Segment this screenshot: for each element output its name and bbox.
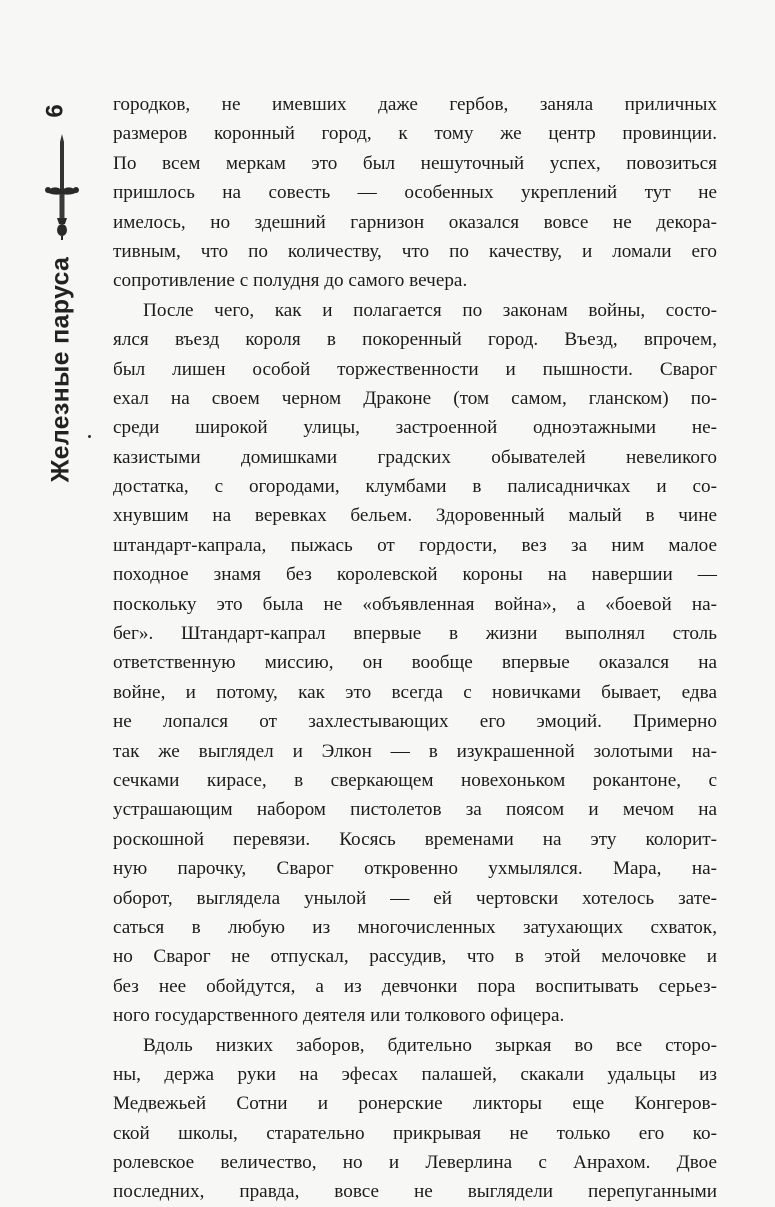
- text-line: ской школы, старательно прикрывая не только его ко-: [113, 1122, 717, 1144]
- body-text: [113, 90, 717, 1207]
- text-line: бег». Штандарт-капрал впервые в жизни выполнял столь: [113, 623, 717, 645]
- text-line: среди широкой улицы, застроенной одноэтажными не-: [113, 417, 717, 439]
- text-line: был лишен особой торжественности и пышности. Сварог: [113, 358, 717, 380]
- paragraph-2: [113, 296, 717, 1031]
- text-line: ную парочку, Сварог откровенно ухмылялся. Мара, на-: [113, 858, 717, 880]
- text-line: пришлось на совесть — особенных укреплений тут не: [113, 182, 717, 204]
- text-line: ролевское величество, но и Леверлина с Анрахом. Двое: [113, 1152, 717, 1174]
- book-title: Железные паруса: [46, 256, 75, 483]
- text-line: не лопался от захлестывающих его эмоций. Примерно: [113, 711, 717, 733]
- text-line: Вдоль низких заборов, бдительно зыркая во все сторо-: [143, 1034, 717, 1056]
- page-number: 6: [41, 104, 69, 118]
- text-line: ного государственного деятеля или толкового офицера.: [113, 1005, 565, 1027]
- text-line: так же выглядел и Элкон — в изукрашенной золотыми на-: [113, 740, 717, 762]
- text-line: Медвежьей Сотни и ронерские ликторы еще Конгеров-: [113, 1093, 717, 1115]
- text-line: ны, держа руки на эфесах палашей, скакали удальцы из: [113, 1063, 717, 1085]
- text-line: размеров коронный город, к тому же центр провинции.: [113, 123, 717, 145]
- margin-dot: [88, 435, 91, 438]
- text-line: сечками кирасе, в сверкающем новехоньком рокантоне, с: [113, 769, 717, 791]
- paragraph-3: [113, 1031, 717, 1207]
- paragraph-1: [113, 90, 717, 296]
- text-line: но Сварог не отпускал, рассудив, что в этой мелочовке и: [113, 946, 717, 968]
- text-line: достатка, с огородами, клумбами в палисадничках и со-: [113, 476, 717, 498]
- text-line: без нее обойдутся, а из девчонки пора воспитывать серьез-: [113, 975, 717, 997]
- text-line: После чего, как и полагается по законам войны, состо-: [143, 299, 717, 321]
- text-line: устрашающим набором пистолетов за поясом и мечом на: [113, 799, 717, 821]
- text-line: казистыми домишками градских обывателей невеликого: [113, 446, 717, 468]
- text-line: По всем меркам это был нешуточный успех, повозиться: [113, 152, 717, 174]
- text-line: сопротивление с полудня до самого вечера.: [113, 270, 468, 292]
- text-line: тивным, что по количеству, что по качеству, и ломали его: [113, 240, 717, 262]
- text-line: саться в любую из многочисленных затухающих схваток,: [113, 916, 717, 938]
- text-line: городков, не имевших даже гербов, заняла приличных: [113, 94, 717, 115]
- text-line: поскольку это была не «объявленная война», а «боевой на-: [113, 593, 717, 615]
- sword-ornament-icon: [40, 132, 84, 242]
- text-line: ответственную миссию, он вообще впервые оказался на: [113, 652, 717, 674]
- text-line: имелось, но здешний гарнизон оказался вовсе не декора-: [113, 211, 717, 233]
- text-line: войне, и потому, как это всегда с новичками бывает, едва: [113, 681, 717, 703]
- text-line: роскошной перевязи. Косясь временами на эту колорит-: [113, 828, 717, 850]
- text-line: хнувшим на веревках бельем. Здоровенный малый в чине: [113, 505, 717, 527]
- text-line: ехал на своем черном Драконе (том самом, гланском) по-: [113, 387, 717, 409]
- text-line: походное знамя без королевской короны на навершии —: [113, 564, 717, 586]
- text-line: последних, правда, вовсе не выглядели перепуганными: [113, 1181, 717, 1203]
- text-line: штандарт-капрала, пыжась от гордости, вез за ним малое: [113, 534, 717, 556]
- text-line: ялся въезд короля в покоренный город. Въезд, впрочем,: [113, 329, 717, 351]
- text-line: оборот, выглядела унылой — ей чертовски хотелось зате-: [113, 887, 717, 909]
